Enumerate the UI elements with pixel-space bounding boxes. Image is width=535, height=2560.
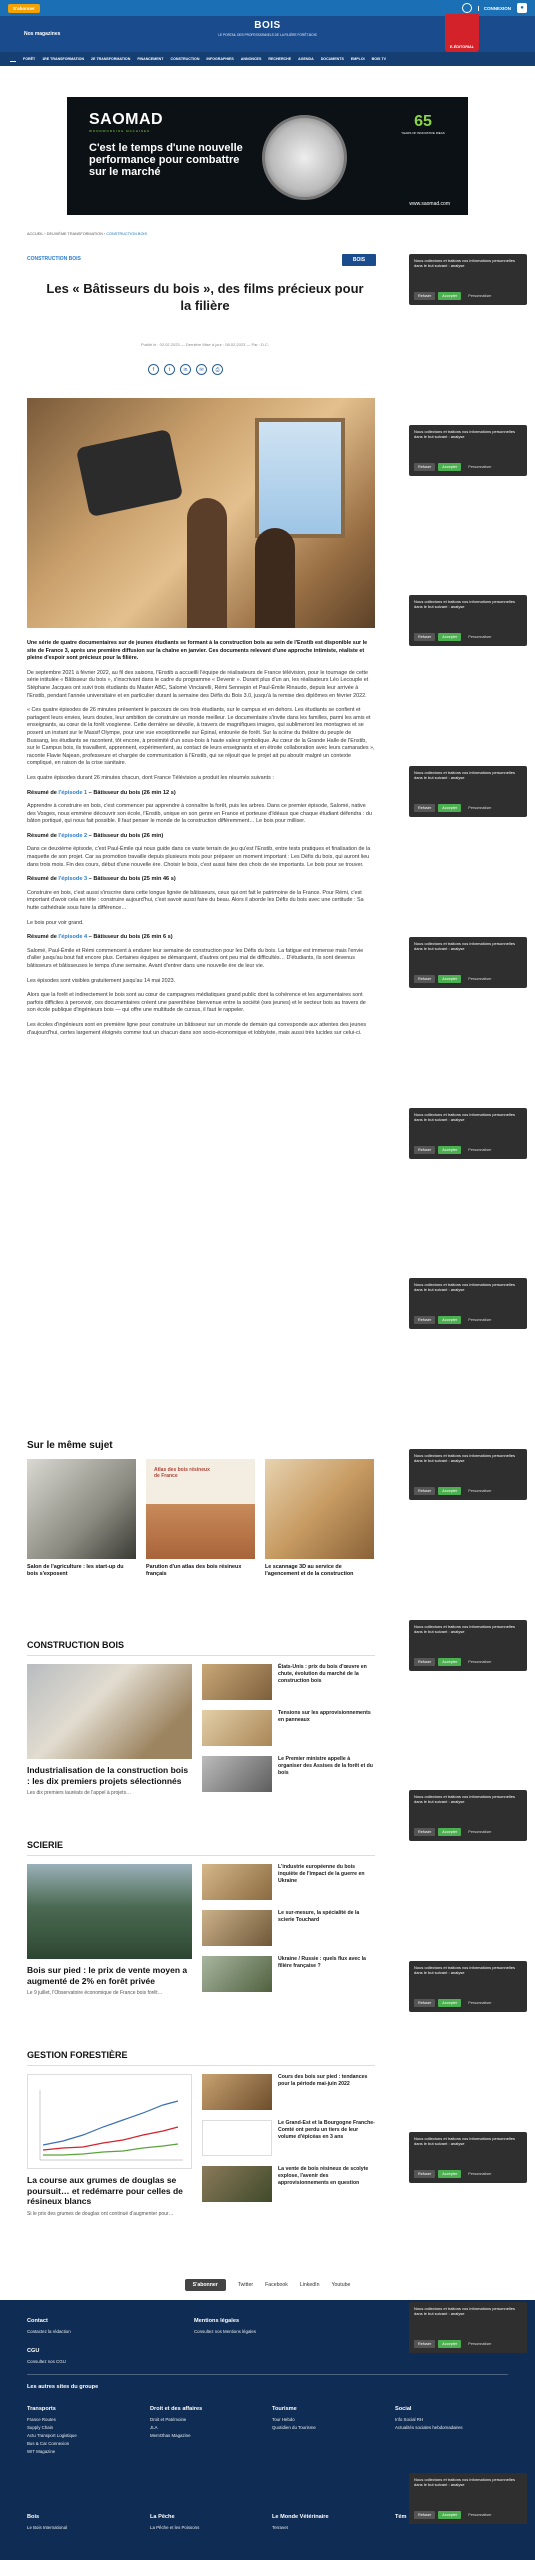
accept-button[interactable]: Accepter xyxy=(438,1658,461,1666)
cookie-text: Nous collectons et traitons vos informations personnelles dans le but suivant : analyse xyxy=(414,1624,515,1634)
ad-url: www.saomad.com xyxy=(409,201,450,207)
side-image xyxy=(202,1664,272,1700)
cookie-text: Nous collectons et traitons vos informations personnelles dans le but suivant : analyse xyxy=(414,2477,515,2487)
footer-link[interactable]: Quotidien du Tourisme xyxy=(272,2425,316,2430)
footer-link[interactable]: Actualités sociales hebdomadaires xyxy=(395,2425,463,2430)
related-card[interactable] xyxy=(146,1459,255,1578)
reject-button[interactable]: Refuser xyxy=(414,2511,435,2519)
customize-link[interactable]: Personnaliser xyxy=(468,2342,492,2346)
article-photo xyxy=(27,398,375,628)
section-main-image xyxy=(27,1664,192,1759)
cookie-text: Nous collectons et traitons vos informations personnelles dans le but suivant : analyse xyxy=(414,2306,515,2316)
logo-text: BOIS xyxy=(254,20,281,31)
article-paragraph: De septembre 2021 à février 2022, au fil des saisons, l'Enstib a accueilli l'équipe de réalisateurs de France télévision, pour le tournage de cette série intitulée « Bâtisseur du bois », s'inscrivant dans le cadre du programme « Devenir ». Durant plus d'un an, les réalisateurs Léo Lecouple et Stéphane Jacques ont suivi trois étudiants du Master ABC, Salomé Vinciarelli, Rémi Sennepin et Paul-Émile Rinaudo, depuis leur arrivée à l'Enstib, pendant l'année universitaire et en particulier durant la semaine des Défis du Bois 3.0, jusqu'à la remise des diplômes en février 2022. xyxy=(27,669,369,699)
side-title: La vente de bois résineux de scolyte explose, l'avenir des approvisionnements en question xyxy=(278,2166,369,2186)
accept-button[interactable]: Accepter xyxy=(438,463,461,471)
edition-badge[interactable]: E-ÉDITORIAL xyxy=(445,14,479,52)
section-main-article[interactable] xyxy=(27,1664,192,1797)
article-lead: Une série de quatre documentaires sur de jeunes étudiants se formant à la construction bois au sein de l'Enstib est disponible sur le site de France 3, après une première diffusion sur la chaîne en janvier. Ces documents relevant d'une approche intimiste, réaliste et pleine d'espoir sont précieux pour la filière. xyxy=(27,640,368,662)
cookie-popup xyxy=(409,937,527,988)
nav-item[interactable]: 1RE TRANSFORMATION xyxy=(42,57,85,61)
ad-brand: SAOMAD xyxy=(89,111,164,128)
nav-item[interactable]: DOCUMENTS xyxy=(320,57,344,61)
article-paragraph: « Ces quatre épisodes de 26 minutes présentent le parcours de ces trois étudiants, sur le campus et en dehors. Les étudiants se confient et partagent leurs envies, leurs doutes, leur ambition de construire un monde meilleur. Le documentaire s'invite dans les familles, parmi les amis et enseignants, au cœur de la forêt vosgienne. Cette dernière se dévoile, à travers de magnifiques images, qui sublimeront les montagnes et se posent un instant sur le Massif Olympe, pour une vue exceptionnelle sur Épinal, entourée de forêt. Sur la scène du théâtre du peuple de Bussang, les étudiants se racontent, tôt encore, à proximité d'un sous-bois à haute valeur symbolique. Au cœur de la Grande Halle de l'Enstib, sur le Campus bois, ils travaillent, apprennent, expérimentent, au contact de leurs enseignants et en étroite collaboration avec leurs camarades », raconte Flavie Najean, professeure et chargée de communication à l'Enstib, qui se réjouit que le projet ait pu aboutir malgré un contexte compliqué, en raison de la crise sanitaire. xyxy=(27,707,375,767)
nav-item[interactable]: 2E TRANSFORMATION xyxy=(91,57,131,61)
reject-button[interactable]: Refuser xyxy=(414,1658,435,1666)
section-gestion-forestiere xyxy=(27,2050,375,2217)
nav-item[interactable]: FORÊT xyxy=(23,57,36,61)
related-title: Parution d'un atlas des bois résineux français xyxy=(146,1564,242,1577)
cookie-popup xyxy=(409,2132,527,2183)
section-main-title: Bois sur pied : le prix de vente moyen a augmenté de 2% en forêt privée xyxy=(27,1965,188,1986)
article-category[interactable]: CONSTRUCTION BOIS xyxy=(27,256,81,262)
side-title: Ukraine / Russie : quels flux avec la filière française ? xyxy=(278,1956,366,1969)
related-heading: Sur le même sujet xyxy=(27,1440,113,1451)
person-shape xyxy=(187,498,227,628)
footer-col-heading: Social xyxy=(395,2406,412,2412)
linkedin-icon[interactable]: in xyxy=(180,364,191,375)
cookie-popup xyxy=(409,1620,527,1671)
nav-item[interactable]: AGENDA xyxy=(298,57,314,61)
cookie-popup xyxy=(409,1108,527,1159)
breadcrumb: ACCUEIL › DEUXIÈME TRANSFORMATION › CONSTRUCTION BOIS xyxy=(27,232,147,236)
accept-button[interactable]: Accepter xyxy=(438,2170,461,2178)
cookie-text: Nous collectons et traitons vos informations personnelles dans le but suivant : analyse xyxy=(414,258,515,268)
section-side-article[interactable] xyxy=(202,1910,375,1946)
customize-link[interactable]: Personnaliser xyxy=(468,294,492,298)
accept-button[interactable]: Accepter xyxy=(438,1999,461,2007)
episode-summary: Salomé, Paul-Émile et Rémi commencent à endurer leur semaine de construction pour les Défis du bois. La fatigue est immense mais l'envie d'aller jusqu'au bout fait encore plus. Certaines équipes se démarquent, d'autres ont peu mal de difficultés… D'étudiants, ils sont devenus bâtisseurs et bâtisseuses le temps d'une semaine. Avant d'entrer dans une nouvelle ère de leur vie. xyxy=(27,947,364,969)
reject-button[interactable]: Refuser xyxy=(414,1316,435,1324)
cookie-text: Nous collectons et traitons vos informations personnelles dans le but suivant : analyse xyxy=(414,1453,515,1463)
customize-link[interactable]: Personnaliser xyxy=(468,2172,492,2176)
nav-item[interactable]: INFOGRAPHIES xyxy=(206,57,234,61)
login-link[interactable]: CONNEXION xyxy=(478,6,511,11)
related-card[interactable] xyxy=(265,1459,374,1578)
section-side-article[interactable] xyxy=(202,1956,375,1992)
section-main-title: Industrialisation de la construction bois : les dix premiers projets sélectionnés xyxy=(27,1765,189,1786)
accept-button[interactable]: Accepter xyxy=(438,975,461,983)
section-main-desc: Si le prix des grumes de douglas ont continué d'augmenter pour… xyxy=(27,2210,174,2217)
episode-heading: Résumé de l'épisode 4 – Bâtisseur du bois (26 min 6 s) xyxy=(27,934,173,941)
cookie-text: Nous collectons et traitons vos informations personnelles dans le but suivant : analyse xyxy=(414,1794,515,1804)
nav-item[interactable]: CONSTRUCTION xyxy=(170,57,200,61)
side-image xyxy=(202,1956,272,1992)
section-main-article[interactable] xyxy=(27,2074,192,2217)
related-articles xyxy=(27,1440,375,1578)
side-image xyxy=(202,1910,272,1946)
article-paragraph: Les épisodes sont visibles gratuitement jusqu'au 14 mai 2023. xyxy=(27,977,176,984)
page-title: Les « Bâtisseurs du bois », des films précieux pour la filière xyxy=(46,281,364,313)
footer-col-heading: Tourisme xyxy=(272,2406,297,2412)
section-side-article[interactable] xyxy=(202,2074,375,2110)
footer-col-heading: Tém xyxy=(395,2514,407,2520)
accept-button[interactable]: Accepter xyxy=(438,633,461,641)
section-heading[interactable]: CONSTRUCTION BOIS xyxy=(27,1640,375,1656)
twitter-link[interactable]: Twitter xyxy=(237,2282,254,2288)
section-heading[interactable]: SCIERIE xyxy=(27,1840,375,1856)
customize-link[interactable]: Personnaliser xyxy=(468,806,492,810)
episode-summary: Dans ce deuxième épisode, c'est Paul-Émile qui nous guide dans ce vaste terrain de jeu qu'est l'Enstib, entre tests pratiques et finalisation de la maquette de son projet. Car sa promotion travaille depuis plusieurs mois pour préparer un moment important : Les Défis du bois, qui auront lieu dans trois mois. Fin des cours, début d'une nouvelle ère. Choisir le bois, c'est aussi faire des choix de vie importants. Le bois pour se trouver. xyxy=(27,846,371,868)
episode-summary: Apprendre à construire en bois, c'est commencer par apprendre à connaître la forêt, puis les arbres. Dans ce premier épisode, Salomé, native des Vosges, nous emmène découvrir son école, l'Enstib, unique en son genre en France et porteuse d'idéaux que chaque étudiant défendra : du bâton portiqué, qui nous fait possible. Il faut penser le monde de la construction différemment… Le bois pour milliser. xyxy=(27,803,372,825)
article-paragraph: Le bois pour voir grand. xyxy=(27,919,84,926)
customize-link[interactable]: Personnaliser xyxy=(468,2513,492,2517)
footer-link[interactable]: Droit et Patrimoine xyxy=(150,2417,187,2422)
footer-heading: Mentions légales xyxy=(194,2318,240,2324)
side-title: Le Premier ministre appelle à organiser des Assises de la forêt et du bois xyxy=(278,1756,373,1776)
footer-link[interactable]: Tour Hebdo xyxy=(272,2417,295,2422)
accept-button[interactable]: Accepter xyxy=(438,1487,461,1495)
episode-heading: Résumé de l'épisode 3 – Bâtisseur du bois (25 min 46 s) xyxy=(27,876,176,883)
section-side-article[interactable] xyxy=(202,1664,375,1700)
facebook-icon[interactable]: f xyxy=(148,364,159,375)
print-icon[interactable]: ⎙ xyxy=(212,364,223,375)
footer-col-heading: La Pêche xyxy=(150,2514,175,2520)
footer-link[interactable]: Consultez nos Mentions légales xyxy=(194,2329,256,2334)
cookie-text: Nous collectons et traitons vos informations personnelles dans le but suivant : analyse xyxy=(414,1112,515,1122)
breadcrumb-mid[interactable]: DEUXIÈME TRANSFORMATION xyxy=(46,232,103,236)
related-title: Le scannage 3D au service de l'agencement et de la construction xyxy=(265,1564,354,1577)
reject-button[interactable]: Refuser xyxy=(414,1487,435,1495)
footer-col-heading: Transports xyxy=(27,2406,56,2412)
footer-link[interactable]: France Routes xyxy=(27,2417,56,2422)
footer-col-links xyxy=(272,2416,316,2432)
cookie-popup xyxy=(409,595,527,646)
subscribe-footer-button[interactable]: S'abonner xyxy=(185,2279,226,2291)
reject-button[interactable]: Refuser xyxy=(414,804,435,812)
footer-link[interactable]: JLA xyxy=(150,2425,158,2430)
reject-button[interactable]: Refuser xyxy=(414,633,435,641)
nav-item[interactable]: FINANCEMENT xyxy=(137,57,164,61)
footer-link[interactable]: Terravet xyxy=(272,2525,288,2530)
atlas-caption: Atlas des bois résineux de France xyxy=(154,1467,210,1479)
reject-button[interactable]: Refuser xyxy=(414,2340,435,2348)
cookie-popup xyxy=(409,2473,527,2524)
accept-button[interactable]: Accepter xyxy=(438,1316,461,1324)
cookie-text: Nous collectons et traitons vos informations personnelles dans le but suivant : analyse xyxy=(414,1282,515,1292)
side-title: Tensions sur les approvisionnements en panneaux xyxy=(278,1710,371,1723)
side-image xyxy=(202,2074,272,2110)
section-main-image xyxy=(27,2074,192,2169)
episode-link[interactable]: l'épisode 4 xyxy=(58,934,88,941)
subscribe-button[interactable]: S'abonner xyxy=(8,4,40,13)
footer-link[interactable]: Bus & Car Connexion xyxy=(27,2441,70,2446)
side-title: Le sur-mesure, la spécialité de la scierie Touchard xyxy=(278,1910,360,1923)
cookie-popup xyxy=(409,2302,527,2353)
site-logo[interactable] xyxy=(218,20,317,37)
customize-link[interactable]: Personnaliser xyxy=(468,1660,492,1664)
reject-button[interactable]: Refuser xyxy=(414,2170,435,2178)
customize-link[interactable]: Personnaliser xyxy=(468,1318,492,1322)
customize-link[interactable]: Personnaliser xyxy=(468,635,492,639)
related-image xyxy=(146,1459,255,1559)
side-image xyxy=(202,2120,272,2156)
related-title: Salon de l'agriculture : les start-up du bois s'exposent xyxy=(27,1564,124,1577)
nav-item[interactable]: BOIS TV xyxy=(371,57,387,61)
section-main-desc: Les dix premiers lauréats de l'appel à projets… xyxy=(27,1790,132,1796)
article-meta: Publié le : 02.02.2023 — Dernière Mise à jour : 08.02.2023 — Par : D.C. xyxy=(140,342,270,347)
nav-item[interactable]: EMPLOI xyxy=(350,57,365,61)
article-paragraph: Alors que la forêt et indirectement le bois sont au cœur de campagnes médiatiques grand public dont la cohérence et les argumentaires sont parfois difficiles à percevoir, ces documentaires créent une parenthèse bienvenue entre la société (ses jeunes) et le secteur bois au travers de son école publique d'ingénieurs bois — qui offre une multitude de cursus, il faut le rappeler. xyxy=(27,992,366,1014)
side-image xyxy=(202,1710,272,1746)
footer-group-heading: Les autres sites du groupe xyxy=(27,2384,99,2390)
section-side-article[interactable] xyxy=(202,2166,375,2202)
footer-link[interactable]: WIT Magazine xyxy=(27,2449,56,2454)
accept-button[interactable]: Accepter xyxy=(438,2340,461,2348)
accept-button[interactable]: Accepter xyxy=(438,1828,461,1836)
user-icon[interactable]: ● xyxy=(517,3,527,13)
search-icon[interactable] xyxy=(462,3,472,13)
side-title: L'industrie européenne du bois inquiète de l'impact de la guerre en Ukraine xyxy=(278,1864,365,1884)
category-logo: BOIS xyxy=(342,254,376,266)
cookie-popup xyxy=(409,1961,527,2012)
reject-button[interactable]: Refuser xyxy=(414,1999,435,2007)
reject-button[interactable]: Refuser xyxy=(414,1146,435,1154)
cookie-text: Nous collectons et traitons vos informations personnelles dans le but suivant : analyse xyxy=(414,599,515,609)
cookie-text: Nous collectons et traitons vos informations personnelles dans le but suivant : analyse xyxy=(414,2136,515,2146)
linkedin-link[interactable]: LinkedIn xyxy=(299,2282,320,2288)
side-image xyxy=(202,1864,272,1900)
section-main-article[interactable] xyxy=(27,1864,192,1997)
footer-col-links xyxy=(395,2416,463,2432)
breadcrumb-home[interactable]: ACCUEIL xyxy=(27,232,44,236)
cookie-popup xyxy=(409,425,527,476)
section-main-image xyxy=(27,1864,192,1959)
logo-tagline: LE PORTAIL DES PROFESSIONNELS DE LA FILIÈRE FORÊT-BOIS xyxy=(218,33,317,37)
section-side-article[interactable] xyxy=(202,1756,375,1792)
article-paragraph: Les écoles d'ingénieurs sont en première ligne pour construire un bâtisseur sur un monde de demain qui corresponde aux attentes des jeunes d'aujourd'hui, certes largement éloignés comme tout un chacun dans son socio-économique et lobbyiste, mais aussi très lucides sur celui-ci. xyxy=(27,1021,367,1036)
related-image xyxy=(27,1459,136,1559)
footer-col-links xyxy=(150,2416,191,2440)
customize-link[interactable]: Personnaliser xyxy=(468,1830,492,1834)
footer-link[interactable]: Supply Chain xyxy=(27,2425,54,2430)
cookie-popup xyxy=(409,1790,527,1841)
footer-link[interactable]: La Pêche et les Poissons xyxy=(150,2525,200,2530)
person-shape xyxy=(255,528,295,628)
customize-link[interactable]: Personnaliser xyxy=(468,2001,492,2005)
price-chart-thumbnail xyxy=(28,2075,191,2168)
camera-shape xyxy=(76,429,183,517)
footer-link[interactable]: Contactez la rédaction xyxy=(27,2329,71,2334)
side-title: États-Unis : prix du bois d'œuvre en chute, évolution du marché de la construction bois xyxy=(278,1664,367,1684)
footer-col-heading: Droit et des affaires xyxy=(150,2406,203,2412)
side-image xyxy=(202,1756,272,1792)
social-bar xyxy=(0,2270,535,2300)
window-shape xyxy=(255,418,345,538)
footer-col-heading: Le Monde Vétérinaire xyxy=(272,2514,329,2520)
reject-button[interactable]: Refuser xyxy=(414,1828,435,1836)
episode-link[interactable]: l'épisode 2 xyxy=(58,832,88,839)
cookie-text: Nous collectons et traitons vos informations personnelles dans le but suivant : analyse xyxy=(414,941,515,951)
customize-link[interactable]: Personnaliser xyxy=(468,465,492,469)
nav-item[interactable]: RECHERCHE xyxy=(268,57,292,61)
episode-heading: Résumé de l'épisode 2 – Bâtisseur du bois (26 min) xyxy=(27,832,164,839)
section-main-title: La course aux grumes de douglas se poursuit… et redémarre pour celles de résineux blancs xyxy=(27,2175,183,2206)
episode-summary: Construire en bois, c'est aussi s'inscrire dans cette longue lignée de bâtisseurs, ceux qui ont fait le patrimoine de la France. Pour Rémi, c'est important d'avoir cela en tête : construire aujourd'hui, c'est savoir aussi faire du beau. Alors il aborde les Défis du bois avec une certitude : Sa hutte cathédrale sous faire la différence… xyxy=(27,889,364,912)
cookie-popup xyxy=(409,766,527,817)
side-title: Cours des bois sur pied : tendances pour la période mai-juin 2022 xyxy=(278,2074,368,2087)
share-buttons xyxy=(148,364,223,375)
accept-button[interactable]: Accepter xyxy=(438,804,461,812)
section-side-article[interactable] xyxy=(202,1710,375,1746)
side-image xyxy=(202,2166,272,2202)
youtube-link[interactable]: Youtube xyxy=(331,2282,351,2288)
reject-button[interactable]: Refuser xyxy=(414,975,435,983)
footer-heading: Contact xyxy=(27,2318,48,2324)
site-header xyxy=(0,16,535,52)
customize-link[interactable]: Personnaliser xyxy=(468,977,492,981)
cookie-popup xyxy=(409,254,527,305)
reject-button[interactable]: Refuser xyxy=(414,463,435,471)
magazines-link[interactable]: Nos magazines xyxy=(24,31,61,37)
footer-heading: CGU xyxy=(27,2348,40,2354)
advertisement-banner[interactable] xyxy=(67,97,468,215)
footer-col-heading: Bois xyxy=(27,2514,40,2520)
article-body xyxy=(27,640,375,1044)
footer-link[interactable]: Actu Transport Logistique xyxy=(27,2433,77,2438)
related-card[interactable] xyxy=(27,1459,136,1578)
main-nav xyxy=(0,52,535,66)
section-side-article[interactable] xyxy=(202,1864,375,1900)
footer-link[interactable]: MemOhas Magazine xyxy=(150,2433,191,2438)
cookie-text: Nous collectons et traitons vos informations personnelles dans le but suivant : analyse xyxy=(414,1965,515,1975)
ad-years-label: YEARS OF INNOVATIVE IDEAS xyxy=(401,131,445,135)
footer-link[interactable]: Info Social RH xyxy=(395,2417,424,2422)
section-main-desc: Le 9 juillet, l'Observatoire économique de France bois forêt… xyxy=(27,1990,163,1996)
episode-heading: Résumé de l'épisode 1 – Bâtisseur du bois (26 min 12 s) xyxy=(27,789,176,796)
article-paragraph: Les quatre épisodes durant 26 minutes chacun, dont France Télévision a produit les résumés suivants : xyxy=(27,774,274,781)
email-icon[interactable]: ✉ xyxy=(196,364,207,375)
twitter-icon[interactable]: t xyxy=(164,364,175,375)
footer-link[interactable]: Le Bois International xyxy=(27,2525,68,2530)
section-side-article[interactable] xyxy=(202,2120,375,2156)
accept-button[interactable]: Accepter xyxy=(438,1146,461,1154)
accept-button[interactable]: Accepter xyxy=(438,2511,461,2519)
breadcrumb-current: CONSTRUCTION BOIS xyxy=(106,232,147,236)
episode-link[interactable]: l'épisode 3 xyxy=(58,876,88,883)
cookie-popup xyxy=(409,1278,527,1329)
ad-slogan: C'est le temps d'une nouvelle performance pour combattre sur le marché xyxy=(89,142,243,178)
ad-brand-sub: WOODWORKING MACHINES xyxy=(89,129,150,133)
cookie-text: Nous collectons et traitons vos informations personnelles dans le but suivant : analyse xyxy=(414,770,515,780)
section-heading[interactable]: GESTION FORESTIÈRE xyxy=(27,2050,375,2066)
side-title: Le Grand-Est et la Bourgogne Franche-Comté ont perdu un tiers de leur volume d'épicéas en 3 ans xyxy=(278,2120,375,2140)
section-scierie xyxy=(27,1840,375,1997)
customize-link[interactable]: Personnaliser xyxy=(468,1489,492,1493)
related-image xyxy=(265,1459,374,1559)
accept-button[interactable]: Accepter xyxy=(438,292,461,300)
ad-years: 65 xyxy=(414,113,432,130)
cookie-popup xyxy=(409,1449,527,1500)
customize-link[interactable]: Personnaliser xyxy=(468,1148,492,1152)
stopwatch-image xyxy=(262,115,347,200)
footer-link[interactable]: Consultez nos CGU xyxy=(27,2359,66,2364)
facebook-link[interactable]: Facebook xyxy=(265,2282,288,2288)
nav-item[interactable]: ANNONCES xyxy=(240,57,262,61)
episode-link[interactable]: l'épisode 1 xyxy=(58,789,88,796)
reject-button[interactable]: Refuser xyxy=(414,292,435,300)
footer-col-links xyxy=(27,2416,77,2456)
section-construction-bois xyxy=(27,1640,375,1797)
home-icon[interactable] xyxy=(10,57,16,62)
cookie-text: Nous collectons et traitons vos informations personnelles dans le but suivant : analyse xyxy=(414,429,515,439)
